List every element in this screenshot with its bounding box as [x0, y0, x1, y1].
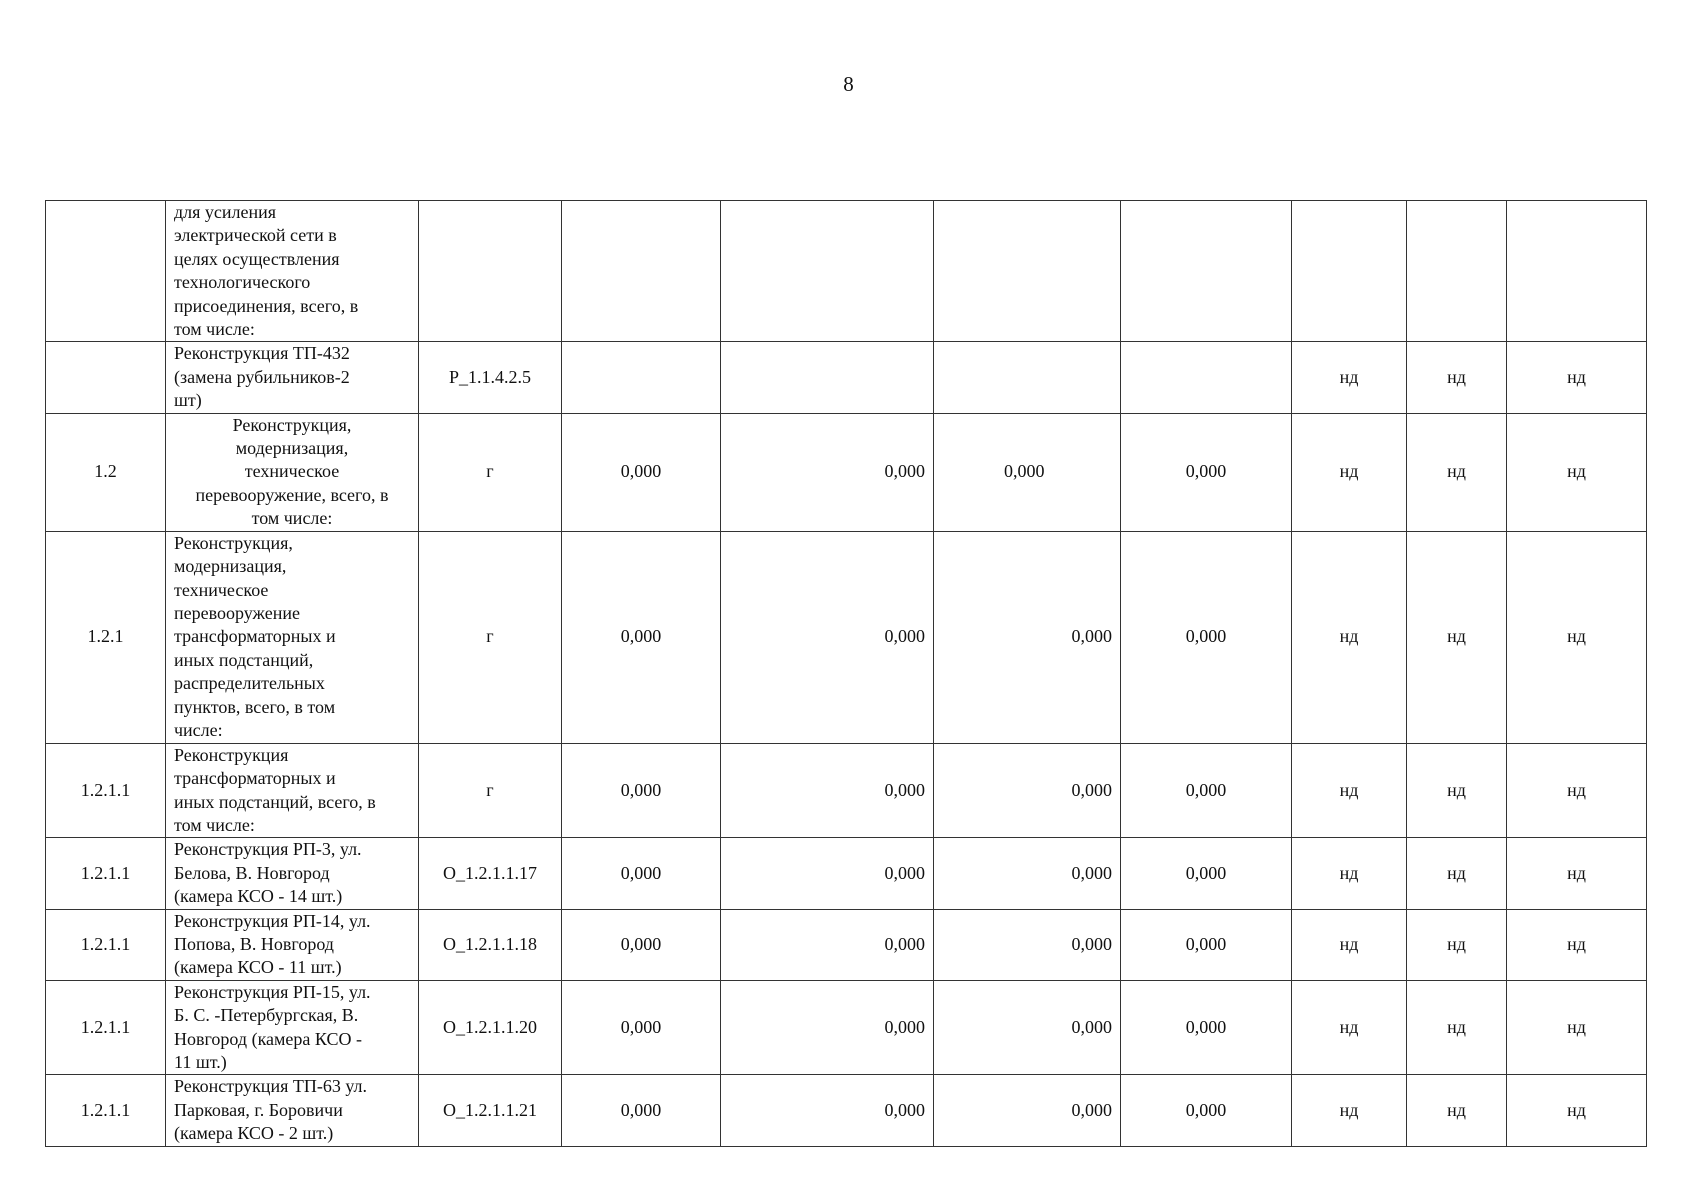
value-cell: 0,000	[934, 743, 1121, 838]
table-row	[46, 201, 1647, 342]
row-number-cell: 1.2	[46, 413, 166, 531]
object-name-cell	[166, 531, 419, 743]
value-cell: 0,000	[1121, 531, 1292, 743]
object-name-text: Реконструкция РП-14, ул. Попова, В. Новгород (камера КСО - 11 шт.)	[174, 910, 371, 978]
table-row	[46, 1075, 1647, 1146]
value-cell	[1121, 342, 1292, 413]
nd-cell: нд	[1507, 838, 1647, 909]
value-cell: 0,000	[934, 838, 1121, 909]
nd-cell: нд	[1292, 743, 1407, 838]
value-cell: 0,000	[562, 531, 721, 743]
nd-cell: нд	[1292, 1075, 1407, 1146]
object-name-cell	[166, 980, 419, 1075]
nd-cell	[1507, 201, 1647, 342]
value-cell: 0,000	[562, 909, 721, 980]
table-row	[46, 838, 1647, 909]
value-cell: 0,000	[721, 980, 934, 1075]
nd-cell: нд	[1407, 838, 1507, 909]
nd-cell	[1292, 201, 1407, 342]
object-name-text: Реконструкция РП-15, ул. Б. С. -Петербургская, В. Новгород (камера КСО - 11 шт.)	[174, 981, 371, 1072]
nd-cell: нд	[1292, 909, 1407, 980]
nd-cell: нд	[1407, 531, 1507, 743]
nd-cell: нд	[1507, 909, 1647, 980]
nd-cell: нд	[1507, 1075, 1647, 1146]
row-number-cell: 1.2.1.1	[46, 1075, 166, 1146]
value-cell	[562, 342, 721, 413]
project-id-cell: г	[419, 743, 562, 838]
project-id-cell: О_1.2.1.1.17	[419, 838, 562, 909]
project-id-cell: г	[419, 413, 562, 531]
table-row	[46, 909, 1647, 980]
nd-cell: нд	[1407, 342, 1507, 413]
value-cell: 0,000	[934, 909, 1121, 980]
value-cell: 0,000	[1121, 743, 1292, 838]
value-cell: 0,000	[1121, 1075, 1292, 1146]
row-number-cell: 1.2.1	[46, 531, 166, 743]
nd-cell: нд	[1507, 531, 1647, 743]
nd-cell: нд	[1292, 980, 1407, 1075]
object-name-text: Реконструкция ТП-63 ул. Парковая, г. Боровичи (камера КСО - 2 шт.)	[174, 1076, 368, 1144]
value-cell	[1121, 201, 1292, 342]
value-cell: 0,000	[1121, 413, 1292, 531]
object-name-text: Реконструкция, модернизация, техническое перевооружение трансформаторных и иных подстанций, распределительных пунктов, всего, в том числе:	[174, 532, 336, 741]
object-name-cell	[166, 342, 419, 413]
value-cell: 0,000	[721, 531, 934, 743]
project-id-cell: О_1.2.1.1.20	[419, 980, 562, 1075]
value-cell	[721, 342, 934, 413]
object-name-text: для усиления электрической сети в целях осуществления технологического присоединения, всего, в том числе:	[174, 202, 359, 340]
nd-cell: нд	[1292, 531, 1407, 743]
table-row	[46, 413, 1647, 531]
value-cell: 0,000	[1121, 909, 1292, 980]
table-row	[46, 342, 1647, 413]
nd-cell: нд	[1292, 413, 1407, 531]
table-row	[46, 980, 1647, 1075]
nd-cell: нд	[1507, 980, 1647, 1075]
value-cell	[562, 201, 721, 342]
value-cell	[934, 342, 1121, 413]
table-row	[46, 531, 1647, 743]
object-name-cell	[166, 201, 419, 342]
nd-cell: нд	[1507, 413, 1647, 531]
object-name-cell	[166, 413, 419, 531]
value-cell	[934, 201, 1121, 342]
nd-cell: нд	[1292, 838, 1407, 909]
value-cell: 0,000	[934, 531, 1121, 743]
object-name-text: Реконструкция РП-3, ул. Белова, В. Новгород (камера КСО - 14 шт.)	[174, 839, 362, 907]
value-cell: 0,000	[934, 980, 1121, 1075]
investment-program-table	[45, 200, 1647, 1147]
project-id-cell: О_1.2.1.1.21	[419, 1075, 562, 1146]
value-cell: 0,000	[1121, 980, 1292, 1075]
object-name-cell	[166, 909, 419, 980]
object-name-cell	[166, 743, 419, 838]
page-number: 8	[843, 72, 854, 96]
nd-cell: нд	[1507, 743, 1647, 838]
object-name-text: Реконструкция трансформаторных и иных подстанций, всего, в том числе:	[174, 744, 376, 835]
nd-cell: нд	[1407, 413, 1507, 531]
value-cell: 0,000	[1121, 838, 1292, 909]
table-row	[46, 743, 1647, 838]
object-name-cell	[166, 1075, 419, 1146]
nd-cell: нд	[1407, 909, 1507, 980]
row-number-cell	[46, 342, 166, 413]
row-number-cell: 1.2.1.1	[46, 743, 166, 838]
value-cell: 0,000	[934, 1075, 1121, 1146]
row-number-cell	[46, 201, 166, 342]
value-cell: 0,000	[721, 413, 934, 531]
nd-cell: нд	[1407, 743, 1507, 838]
project-id-cell: г	[419, 531, 562, 743]
value-cell	[721, 201, 934, 342]
value-cell: 0,000	[562, 1075, 721, 1146]
value-cell: 0,000	[562, 980, 721, 1075]
project-id-cell	[419, 201, 562, 342]
value-cell: 0,000	[721, 743, 934, 838]
row-number-cell: 1.2.1.1	[46, 909, 166, 980]
nd-cell: нд	[1407, 980, 1507, 1075]
project-id-cell: О_1.2.1.1.18	[419, 909, 562, 980]
object-name-text: Реконструкция ТП-432 (замена рубильников-2 шт)	[174, 343, 350, 411]
nd-cell: нд	[1292, 342, 1407, 413]
value-cell: 0,000	[721, 1075, 934, 1146]
value-cell: 0,000	[934, 413, 1121, 531]
value-cell: 0,000	[721, 838, 934, 909]
object-name-text: Реконструкция, модернизация, техническое перевооружение, всего, в том числе:	[195, 414, 389, 529]
row-number-cell: 1.2.1.1	[46, 980, 166, 1075]
value-cell: 0,000	[562, 413, 721, 531]
nd-cell	[1407, 201, 1507, 342]
row-number-cell: 1.2.1.1	[46, 838, 166, 909]
value-cell: 0,000	[562, 743, 721, 838]
value-cell: 0,000	[562, 838, 721, 909]
project-id-cell: Р_1.1.4.2.5	[419, 342, 562, 413]
value-cell: 0,000	[721, 909, 934, 980]
object-name-cell	[166, 838, 419, 909]
nd-cell: нд	[1407, 1075, 1507, 1146]
nd-cell: нд	[1507, 342, 1647, 413]
